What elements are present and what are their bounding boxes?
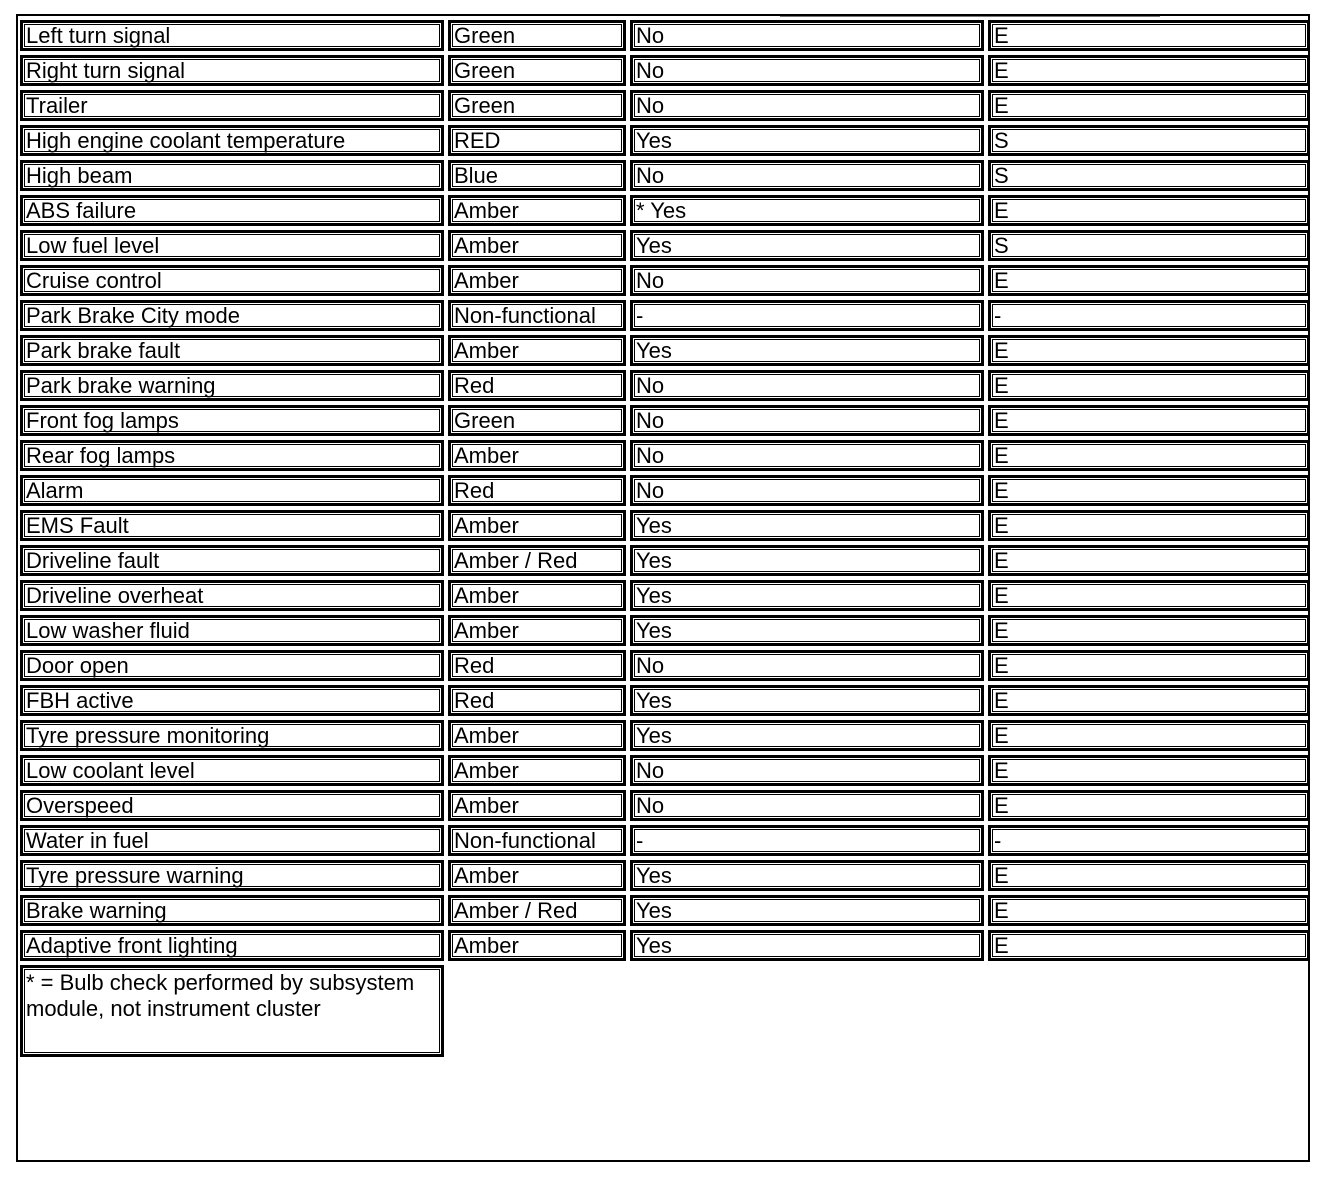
- lamp-name-cell: Cruise control: [20, 265, 444, 296]
- table-row: [20, 720, 1310, 751]
- type-cell: E: [988, 510, 1310, 541]
- bulb-check-cell: No: [630, 90, 984, 121]
- lamp-colour-cell: Green: [448, 20, 626, 51]
- bulb-check-cell: Yes: [630, 125, 984, 156]
- lamp-colour-cell: Amber: [448, 930, 626, 961]
- table-row: [20, 510, 1310, 541]
- bulb-check-cell: No: [630, 650, 984, 681]
- lamp-colour-cell: Amber / Red: [448, 895, 626, 926]
- bulb-check-cell: No: [630, 20, 984, 51]
- lamp-name-cell: High beam: [20, 160, 444, 191]
- table-row: [20, 475, 1310, 506]
- lamp-colour-cell: Amber: [448, 580, 626, 611]
- type-cell: E: [988, 545, 1310, 576]
- lamp-name-cell: Rear fog lamps: [20, 440, 444, 471]
- bulb-check-cell: * Yes: [630, 195, 984, 226]
- table-row: [20, 860, 1310, 891]
- type-cell: E: [988, 895, 1310, 926]
- bulb-check-cell: Yes: [630, 545, 984, 576]
- bulb-check-cell: No: [630, 370, 984, 401]
- lamp-colour-cell: Green: [448, 55, 626, 86]
- warning-lamp-table: [16, 16, 1314, 1061]
- bulb-check-cell: Yes: [630, 860, 984, 891]
- lamp-colour-cell: Non-functional: [448, 300, 626, 331]
- lamp-colour-cell: Amber: [448, 440, 626, 471]
- lamp-colour-cell: Blue: [448, 160, 626, 191]
- bulb-check-cell: No: [630, 475, 984, 506]
- lamp-colour-cell: Red: [448, 685, 626, 716]
- table-row: [20, 265, 1310, 296]
- bulb-check-cell: No: [630, 755, 984, 786]
- lamp-colour-cell: Green: [448, 90, 626, 121]
- table-row: [20, 930, 1310, 961]
- type-cell: E: [988, 440, 1310, 471]
- lamp-name-cell: Brake warning: [20, 895, 444, 926]
- lamp-colour-cell: Non-functional: [448, 825, 626, 856]
- lamp-name-cell: Park brake fault: [20, 335, 444, 366]
- type-cell: E: [988, 860, 1310, 891]
- empty-cell: [448, 965, 1310, 1057]
- lamp-name-cell: Overspeed: [20, 790, 444, 821]
- bulb-check-cell: Yes: [630, 685, 984, 716]
- lamp-colour-cell: Amber: [448, 720, 626, 751]
- type-cell: S: [988, 160, 1310, 191]
- lamp-name-cell: Trailer: [20, 90, 444, 121]
- bulb-check-cell: No: [630, 265, 984, 296]
- lamp-name-cell: Driveline fault: [20, 545, 444, 576]
- lamp-name-cell: Door open: [20, 650, 444, 681]
- type-cell: -: [988, 825, 1310, 856]
- type-cell: E: [988, 20, 1310, 51]
- table-row: [20, 55, 1310, 86]
- lamp-name-cell: Park brake warning: [20, 370, 444, 401]
- lamp-colour-cell: Green: [448, 405, 626, 436]
- lamp-name-cell: Right turn signal: [20, 55, 444, 86]
- table-row: [20, 685, 1310, 716]
- type-cell: E: [988, 685, 1310, 716]
- lamp-colour-cell: Red: [448, 650, 626, 681]
- bulb-check-cell: No: [630, 160, 984, 191]
- bulb-check-cell: -: [630, 825, 984, 856]
- type-cell: S: [988, 125, 1310, 156]
- type-cell: E: [988, 335, 1310, 366]
- lamp-colour-cell: Amber: [448, 510, 626, 541]
- type-cell: E: [988, 55, 1310, 86]
- lamp-name-cell: FBH active: [20, 685, 444, 716]
- lamp-name-cell: Left turn signal: [20, 20, 444, 51]
- lamp-name-cell: Adaptive front lighting: [20, 930, 444, 961]
- type-cell: S: [988, 230, 1310, 261]
- table-row: [20, 370, 1310, 401]
- table-row: [20, 895, 1310, 926]
- table-row: [20, 160, 1310, 191]
- bulb-check-cell: Yes: [630, 335, 984, 366]
- lamp-colour-cell: Red: [448, 370, 626, 401]
- bulb-check-cell: No: [630, 440, 984, 471]
- table-row: [20, 90, 1310, 121]
- lamp-name-cell: EMS Fault: [20, 510, 444, 541]
- lamp-name-cell: Tyre pressure monitoring: [20, 720, 444, 751]
- type-cell: E: [988, 195, 1310, 226]
- type-cell: E: [988, 90, 1310, 121]
- lamp-colour-cell: Amber: [448, 335, 626, 366]
- table-row: [20, 195, 1310, 226]
- lamp-name-cell: Tyre pressure warning: [20, 860, 444, 891]
- bulb-check-cell: Yes: [630, 930, 984, 961]
- type-cell: -: [988, 300, 1310, 331]
- table-row: [20, 440, 1310, 471]
- bulb-check-cell: Yes: [630, 510, 984, 541]
- table-row: [20, 20, 1310, 51]
- lamp-colour-cell: Amber: [448, 790, 626, 821]
- table-row: [20, 825, 1310, 856]
- lamp-name-cell: ABS failure: [20, 195, 444, 226]
- table-row: [20, 405, 1310, 436]
- lamp-name-cell: Water in fuel: [20, 825, 444, 856]
- type-cell: E: [988, 580, 1310, 611]
- lamp-colour-cell: Amber: [448, 265, 626, 296]
- lamp-name-cell: Alarm: [20, 475, 444, 506]
- type-cell: E: [988, 370, 1310, 401]
- lamp-name-cell: High engine coolant temperature: [20, 125, 444, 156]
- bulb-check-cell: No: [630, 405, 984, 436]
- table-body: [20, 20, 1310, 1057]
- table-row: [20, 615, 1310, 646]
- type-cell: E: [988, 755, 1310, 786]
- footnote-cell: * = Bulb check performed by subsystem module, not instrument cluster: [20, 965, 444, 1057]
- bulb-check-cell: Yes: [630, 230, 984, 261]
- table-row: [20, 650, 1310, 681]
- bulb-check-cell: Yes: [630, 615, 984, 646]
- type-cell: E: [988, 720, 1310, 751]
- type-cell: E: [988, 265, 1310, 296]
- lamp-name-cell: Front fog lamps: [20, 405, 444, 436]
- lamp-name-cell: Driveline overheat: [20, 580, 444, 611]
- table-row: [20, 545, 1310, 576]
- table-row: [20, 125, 1310, 156]
- bulb-check-cell: Yes: [630, 895, 984, 926]
- table-row: [20, 300, 1310, 331]
- footnote-row: [20, 965, 1310, 1057]
- table-row: [20, 790, 1310, 821]
- lamp-colour-cell: Amber: [448, 615, 626, 646]
- lamp-colour-cell: Red: [448, 475, 626, 506]
- lamp-name-cell: Low fuel level: [20, 230, 444, 261]
- bulb-check-cell: No: [630, 790, 984, 821]
- lamp-colour-cell: RED: [448, 125, 626, 156]
- lamp-colour-cell: Amber: [448, 195, 626, 226]
- table-row: [20, 335, 1310, 366]
- table-row: [20, 755, 1310, 786]
- type-cell: E: [988, 405, 1310, 436]
- lamp-colour-cell: Amber: [448, 755, 626, 786]
- bulb-check-cell: Yes: [630, 720, 984, 751]
- lamp-name-cell: Low coolant level: [20, 755, 444, 786]
- bulb-check-cell: -: [630, 300, 984, 331]
- type-cell: E: [988, 475, 1310, 506]
- type-cell: E: [988, 790, 1310, 821]
- table-row: [20, 230, 1310, 261]
- table-row: [20, 580, 1310, 611]
- lamp-colour-cell: Amber: [448, 860, 626, 891]
- type-cell: E: [988, 650, 1310, 681]
- lamp-colour-cell: Amber / Red: [448, 545, 626, 576]
- type-cell: E: [988, 930, 1310, 961]
- bulb-check-cell: Yes: [630, 580, 984, 611]
- lamp-name-cell: Park Brake City mode: [20, 300, 444, 331]
- lamp-name-cell: Low washer fluid: [20, 615, 444, 646]
- type-cell: E: [988, 615, 1310, 646]
- lamp-colour-cell: Amber: [448, 230, 626, 261]
- bulb-check-cell: No: [630, 55, 984, 86]
